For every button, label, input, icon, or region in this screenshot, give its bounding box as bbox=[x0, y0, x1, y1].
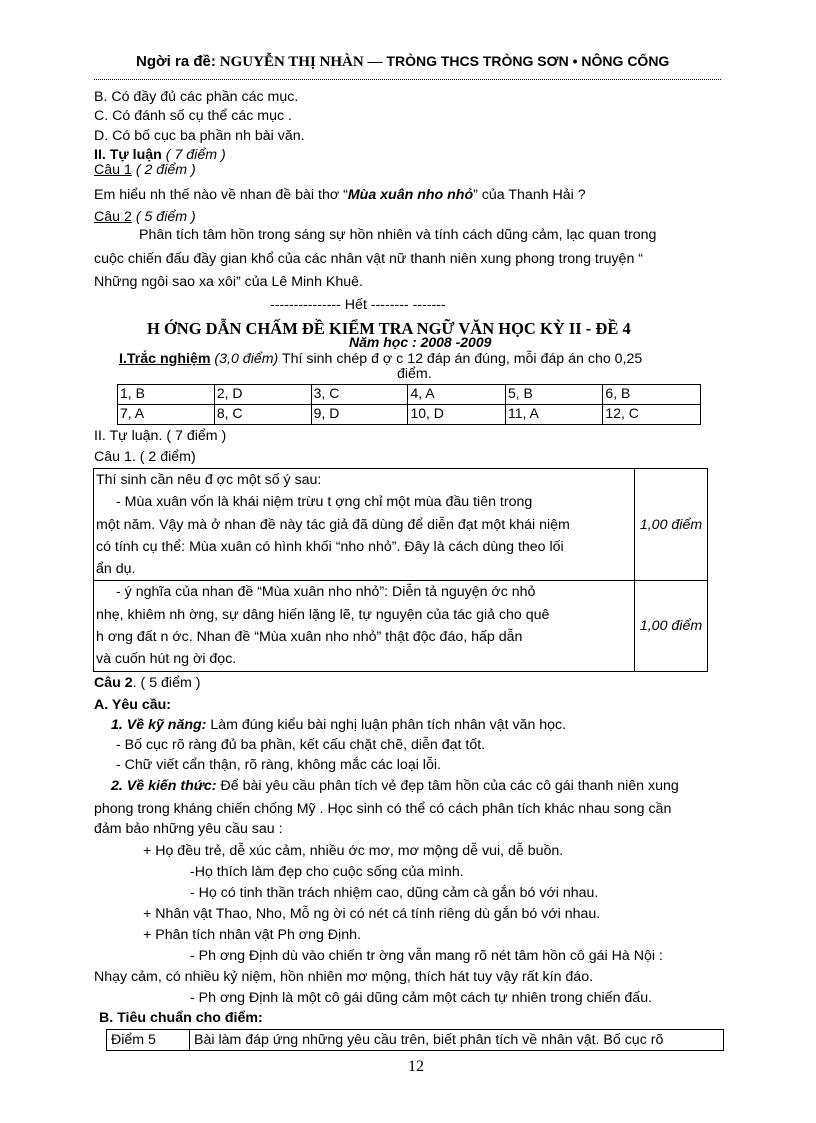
q1-point-2: - ý nghĩa của nhan đề “Mùa xuân nho nhỏ”: Diễn tả nguyện ớc nhỏ nhẹ, khiêm nh ờng, sự dâng hiến lặng lẽ, tự nguyện của tác giả cho quê h ơng đất n ớc. Nhan đề “Mùa xuân nho nhỏ” thật độc đáo, hấp dẫn và cuốn hút ng ời đọc. bbox=[94, 581, 635, 671]
q1-intro: Thí sinh cần nêu đ ợc một số ý sau: bbox=[96, 472, 322, 488]
page-header bbox=[136, 53, 669, 71]
answer-cell: 10, D bbox=[408, 405, 506, 425]
knowledge-line bbox=[111, 778, 679, 795]
header-school: TRÒNG THCS TRÒNG SƠN bbox=[386, 53, 569, 69]
part1-text-cont: điểm. bbox=[397, 366, 432, 382]
header-author-name: NGUYỄN THỊ NHÀN — bbox=[219, 54, 383, 70]
part1-text: Thí sinh chép đ ợ c 12 đáp án đúng, mỗi đáp án cho 0,25 bbox=[281, 351, 643, 367]
q2-line-1: Phân tích tâm hồn trong sáng sự hồn nhiên và tính cách dũng cảm, lạc quan trong bbox=[139, 227, 657, 243]
q1-score: ( 2 điểm ) bbox=[135, 162, 196, 178]
q1-point-1: Thí sinh cần nêu đ ợc một số ý sau: - Mùa xuân vốn là khái niệm trừu t ợng chỉ một mùa đầu tiên trong một năm. Vậy mà ở nhan đề này tác giả đã dùng để diễn đạt một khái niệm có tính cụ thể: Mùa xuân có hình khối “nho nhỏ”. Đây là cách dùng theo lối ẩn dụ. bbox=[94, 469, 635, 581]
answer-cell: 9, D bbox=[311, 405, 408, 425]
answer-cell: 12, C bbox=[603, 405, 701, 425]
answer-cell: 4, A bbox=[408, 385, 506, 405]
criteria-row-text: Bài làm đáp ứng những yêu cầu trên, biết phân tích về nhân vật. Bố cục rõ bbox=[190, 1030, 724, 1051]
skill-label: 1. Về kỹ năng: bbox=[111, 717, 207, 733]
answer-cell: 7, A bbox=[118, 405, 215, 425]
criteria-row bbox=[107, 1030, 724, 1051]
answer-row bbox=[118, 405, 701, 425]
answer-cell: 1, B bbox=[118, 385, 215, 405]
skill-item: - Bố cục rõ ràng đủ ba phần, kết cấu chặt chẽ, diễn đạt tốt. bbox=[116, 737, 486, 753]
end-marker: --------------- Hết -------- ------- bbox=[270, 297, 446, 313]
answer-cell: 5, B bbox=[505, 385, 602, 405]
part1-score: (3,0 điểm) bbox=[214, 351, 279, 367]
essay-title: II. Tự luận bbox=[94, 147, 162, 163]
guide-q2-title: Câu 2 bbox=[94, 675, 133, 691]
criteria-row-label: Điểm 5 bbox=[107, 1030, 190, 1051]
q2-label: Câu 2 bbox=[94, 209, 132, 225]
q1-point-1-score: 1,00 điểm bbox=[635, 469, 708, 581]
q1-poem-title: Mùa xuân nho nhỏ bbox=[347, 187, 474, 203]
q2-line-2: cuộc chiến đấu đầy gian khổ của các nhân vật nữ thanh niên xung phong trong truyện “ bbox=[94, 251, 644, 267]
q1-grading-row bbox=[94, 469, 708, 581]
skill-line bbox=[111, 717, 566, 734]
guide-q1-title: Câu 1. ( 2 điểm) bbox=[94, 449, 196, 465]
guide-q2-score: . ( 5 điểm ) bbox=[132, 675, 201, 691]
answer-cell: 11, A bbox=[505, 405, 602, 425]
q1-grading-row bbox=[94, 581, 708, 671]
guide-title: H ỚNG DẪN CHẤM ĐỀ KIỂM TRA NGỮ VĂN HỌC KỲ II - ĐỀ 4 bbox=[147, 319, 631, 338]
requirements-title: A. Yêu cầu: bbox=[94, 697, 172, 713]
q1-text: Em hiểu nh thế nào về nhan đề bài thơ “Mùa xuân nho nhỏ” của Thanh Hải ? bbox=[94, 187, 586, 203]
knowledge-item-1b: - Họ có tinh thần trách nhiệm cao, dũng cảm cà gắn bó với nhau. bbox=[190, 885, 599, 901]
knowledge-line-3: đảm bảo những yêu cầu sau : bbox=[94, 821, 283, 837]
guide-year: Năm học : 2008 -2009 bbox=[349, 334, 492, 350]
skill-text: Làm đúng kiểu bài nghị luận phân tích nhân vật văn học. bbox=[210, 717, 567, 733]
header-divider bbox=[94, 79, 721, 80]
knowledge-item-3a: - Ph ơng Định dù vào chiến tr ờng vẫn mang rõ nét tâm hồn cô gái Hà Nội : bbox=[190, 948, 663, 964]
knowledge-item-1: + Họ đều trẻ, dễ xúc cảm, nhiều ớc mơ, mơ mộng dễ vui, dễ buồn. bbox=[143, 843, 564, 859]
knowledge-item-3: + Phân tích nhân vật Ph ơng Định. bbox=[143, 927, 361, 943]
knowledge-text: Để bài yêu cầu phân tích vẻ đẹp tâm hồn của các cô gái thanh niên xung bbox=[220, 778, 679, 794]
skill-item: - Chữ viết cẩn thận, rõ ràng, không mắc các loại lỗi. bbox=[116, 757, 441, 773]
option-b: B. Có đầy đủ các phần các mục. bbox=[94, 89, 299, 105]
answer-cell: 3, C bbox=[311, 385, 408, 405]
q1-point-2-score: 1,00 điểm bbox=[635, 581, 708, 671]
essay-score: ( 7 điểm ) bbox=[165, 147, 226, 163]
knowledge-label: 2. Về kiến thức: bbox=[111, 778, 217, 794]
q1-heading bbox=[94, 162, 196, 179]
knowledge-item-3a-cont: Nhạy cảm, có nhiều kỷ niệm, hồn nhiên mơ mộng, thích hát tuy vậy rất kín đáo. bbox=[94, 969, 594, 985]
option-c: C. Có đánh số cụ thể các mục . bbox=[94, 108, 292, 124]
part1-label: I.Trắc nghiệm bbox=[119, 351, 211, 367]
header-author-label: Ngời ra đề: bbox=[136, 53, 216, 70]
answer-cell: 6, B bbox=[603, 385, 701, 405]
option-d: D. Có bố cục ba phần nh bài văn. bbox=[94, 128, 305, 144]
q2-score: ( 5 điểm ) bbox=[135, 209, 196, 225]
knowledge-line-2: phong trong kháng chiến chống Mỹ . Học sinh có thể có cách phân tích khác nhau song cần bbox=[94, 801, 672, 817]
answer-table bbox=[117, 384, 701, 425]
part1-line bbox=[119, 351, 642, 368]
knowledge-item-2: + Nhân vật Thao, Nho, Mỗ ng ời có nét cá tính riêng dù gắn bó với nhau. bbox=[143, 906, 601, 922]
criteria-table bbox=[106, 1029, 724, 1051]
guide-q2-heading bbox=[94, 675, 200, 692]
q2-line-3: Những ngôi sao xa xôi” của Lê Minh Khuê. bbox=[94, 274, 363, 290]
q1-label: Câu 1 bbox=[94, 162, 132, 178]
q2-heading bbox=[94, 209, 196, 226]
knowledge-item-3b: - Ph ơng Định là một cô gái dũng cảm một cách tự nhiên trong chiến đấu. bbox=[190, 990, 653, 1006]
criteria-title: B. Tiêu chuẩn cho điểm: bbox=[99, 1010, 263, 1026]
header-district: • NÔNG CỐNG bbox=[572, 53, 670, 69]
page-number: 12 bbox=[408, 1058, 424, 1075]
answer-cell: 2, D bbox=[214, 385, 311, 405]
answer-cell: 8, C bbox=[214, 405, 311, 425]
knowledge-item-1a: -Họ thích làm đẹp cho cuộc sống của mình. bbox=[190, 864, 464, 880]
part2-title: II. Tự luận. ( 7 điểm ) bbox=[94, 428, 227, 444]
q1-grading-table bbox=[93, 468, 708, 672]
answer-row bbox=[118, 385, 701, 405]
